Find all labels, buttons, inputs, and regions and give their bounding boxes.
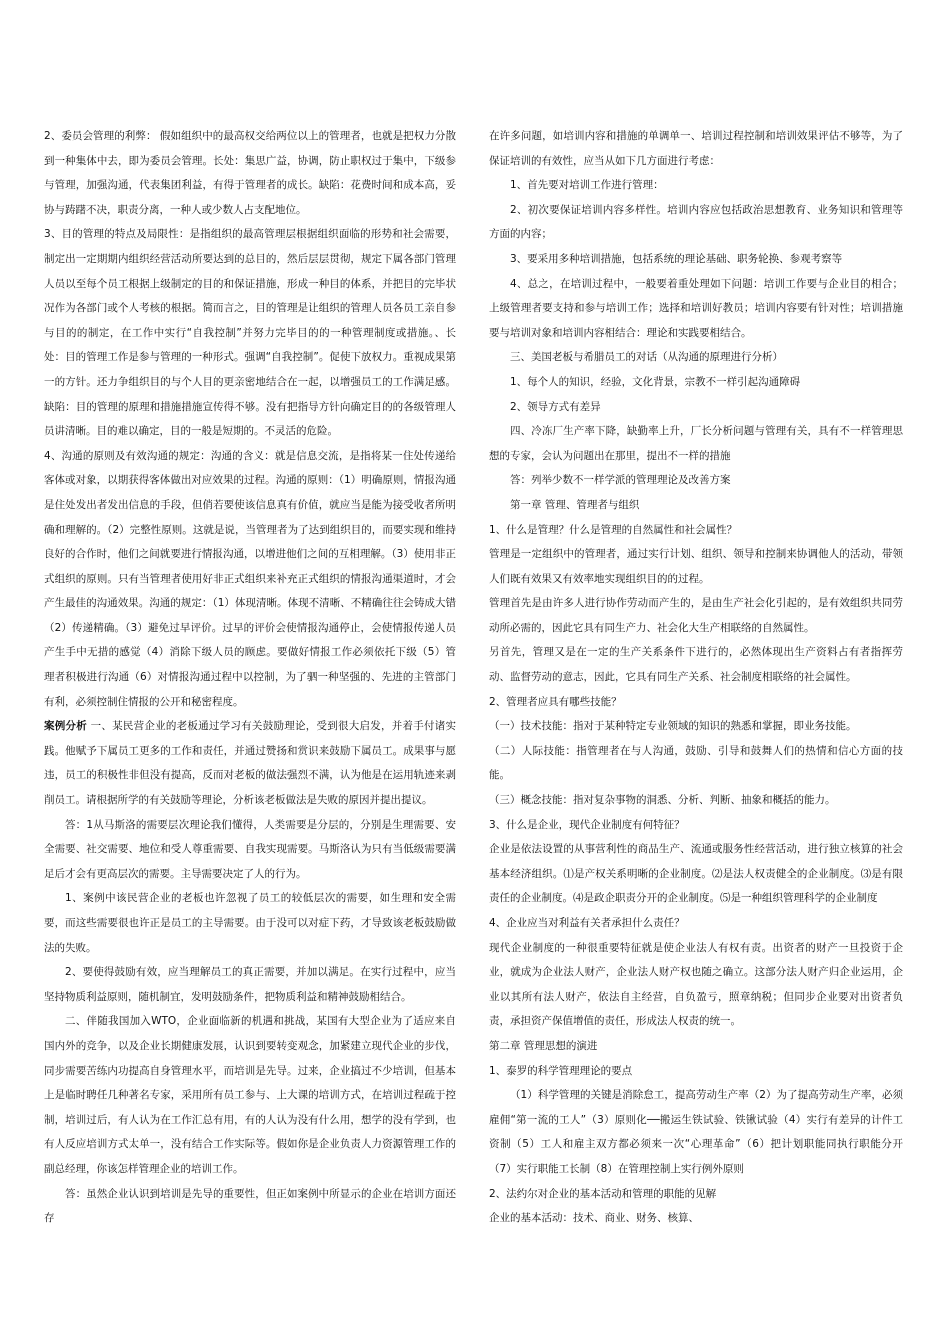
paragraph: 管理首先是由许多人进行协作劳动而产生的，是由生产社会化引起的，是有效组织共同劳动所必需的，因此它具有同生产力、社会化大生产相联络的自然属性。 — [489, 597, 903, 634]
question-heading: 2、管理者应具有哪些技能？ — [489, 695, 622, 708]
paragraph: 2、要使得鼓励有效，应当理解员工的真正需要，并加以满足。在实行过程中，应当坚持物质利益原则，随机制宜，发明鼓励条件，把物质利益和精神鼓励相结合。 — [44, 966, 456, 1003]
question-heading: 2、法约尔对企业的基本活动和管理的职能的见解 — [489, 1187, 717, 1200]
paragraph: （二）人际技能：指管理者在与人沟通，鼓励、引导和鼓舞人们的热情和信心方面的技能。 — [489, 744, 903, 782]
chapter-heading: 第二章 管理思想的演进 — [489, 1039, 598, 1052]
paragraph: 3、目的管理的特点及局限性：是指组织的最高管理层根据组织面临的形势和社会需要，制定出一定期期内组织经营活动所要达到的总目的，然后层层贯彻，规定下属各部门管理人员以至每个员工根据上级制定的目的和保证措施，形成一种目的体系，并把目的完毕状况作为各部门或个人考核的根据。简而言之，目的管理是让组织的管理人员各员工亲自参与目的的制定，在工作中实行“自我控制”并努力完毕目的的一种管理制度或措施。、长处：目的管理工作是参与管理的一种形式。强调“自我控制”。促使下放权力。重视成果第一的方针。还力争组织目的与个人目的更亲密地结合在一起，以增强员工的工作满足感。缺陷：目的管理的原理和措施措施宣传得不够。没有把指导方针向确定目的的各级管理人员讲清晰。目的难以确定，目的一般是短期的。不灵活的危险。 — [44, 228, 456, 438]
paragraph: （三）概念技能：指对复杂事物的洞悉、分析、判断、抽象和概括的能力。 — [489, 794, 836, 807]
paragraph: 2、委员会管理的利弊： 假如组织中的最高权交给两位以上的管理者，也就是把权力分散到一种集体中去，即为委员会管理。长处：集思广益，协调，防止职权过于集中，下级参与管理，加强沟通，代表集团利益，有得于管理者的成长。缺陷：花费时间和成本高，妥协与踌躇不决，职责分离，一种人或少数人占支配地位。 — [44, 130, 456, 216]
paragraph: 答：1从马斯洛的需要层次理论我们懂得，人类需要是分层的，分别是生理需要、安全需要、社交需要、地位和受人尊重需要、自我实现需要。马斯洛认为只有当低级需要满足后才会有更高层次的需要。主导需要决定了人的行为。 — [44, 818, 456, 880]
paragraph: 4、沟通的原则及有效沟通的规定：沟通的含义：就是信息交流，是指将某一住处传递给客体或对象，以期获得客体做出对应效果的过程。沟通的原则：（1）明确原则，情报沟通是住处发出者发出信息的手段，但俏若要使该信息真有价值，就应当是能为接受收者所明确和理解的。（2）完整性原则。这就是说，当管理者为了达到组织目的，而要实现和维持良好的合作时，他们之间就要进行情报沟通，以增进他们之间的互相理解。（3）使用非正式组织的原则。只有当管理者使用好非正式组织来补充正式组织的情报沟通渠道时，才会产生最佳的沟通效果。沟通的规定：（1）体现清晰。体现不清晰、不精确往往会铸成大错（2）传递精确。（3）避免过早评价。过早的评价会使情报沟通停止，会使情报传递人员产生手中无措的感觉（4）消除下级人员的顾虑。要做好情报工作必须依托下级（5）管理者积极进行沟通（6）对情报沟通过程中以控制，为了驷一种坚强的、先进的主管部门有利，必须控制住情报的公开和秘密程度。 — [44, 449, 456, 708]
paragraph: 1、每个人的知识，经验，文化背景，宗教不一样引起沟通障碍 — [510, 375, 801, 388]
question-heading: 1、什么是管理？什么是管理的自然属性和社会属性？ — [489, 523, 738, 536]
paragraph: （1）科学管理的关键是消除怠工，提高劳动生产率（2）为了提高劳动生产率，必须雇佣“第一流的工人”（3）原则化──搬运生铁试验、铁锹试验（4）实行有差异的计件工资制（5）工人和雇主双方都必须来一次“心理革命”（6）把计划职能同执行职能分开（7）实行职能工长制（8）在管理控制上实行例外原则 — [489, 1089, 903, 1175]
paragraph: 另首先，管理又是在一定的生产关系条件下进行的，必然体现出生产资料占有者指挥劳动、监督劳动的意志，因此，它具有同生产关系、社会制度相联络的社会属性。 — [489, 646, 903, 684]
paragraph: 1、案例中该民营企业的老板也许忽视了员工的较低层次的需要，如生理和安全需要，而这些需要很也许正是员工的主导需要。由于没可以对症下药，才导致该老板鼓励做法的失败。 — [44, 892, 456, 954]
paragraph-text: 一、某民营企业的老板通过学习有关鼓励理论，受到很大启发，并着手付诸实践。他赋予下属员工更多的工作和责任，并通过赞扬和赏识来鼓励下属员工。成果事与愿违，员工的积极性非但没有提高，反而对老板的做法强烈不满，认为他是在运用轨迹来剥削员工。请根据所学的有关鼓励等理论，分析该老板做法是失败的原因并提出提议。 — [44, 720, 457, 807]
paragraph: 答：虽然企业认识到培训是先导的重要性，但正如案例中所显示的企业在培训方面还存 — [44, 1187, 456, 1225]
question-heading: 1、泰罗的科学管理理论的要点 — [489, 1064, 633, 1077]
paragraph: 企业的基本活动：技术、商业、财务、核算、 — [489, 1212, 699, 1225]
paragraph: 二、伴随我国加入WTO，企业面临新的机遇和挑战，某国有大型企业为了适应来自国内外的竞争，以及企业长期健康发展，认识到要转变观念，加紧建立现代企业的步伐，同步需要苦练内功提高自身管理水平，而培训是先导。过来，企业搞过不少培训，但基本上是临时聘任几种著名专家，采用所有员工参与、上大课的培训方式，在培训过程疏于控制，培训过后，有人认为在工作汇总有用，有的人认为没有什么用，想学的没有学到，也有人反应培训方式太单一，没有结合工作实际等。假如你是企业负责人力资源管理工作的副总经理，你该怎样管理企业的培训工作。 — [44, 1015, 456, 1175]
paragraph: 三、美国老板与希腊员工的对话（从沟通的原理进行分析） — [510, 351, 783, 364]
paragraph: 在许多问题，如培训内容和措施的单调单一、培训过程控制和培训效果评估不够等，为了保证培训的有效性，应当从如下几方面进行考虑： — [489, 130, 903, 167]
question-heading: 4、企业应当对利益有关者承担什么责任？ — [489, 917, 685, 929]
paragraph: 四、冷冻厂生产率下降，缺勤率上升，厂长分析问题与管理有关，具有不一样管理思想的专家，会认为问题出在那里，提出不一样的措施 — [489, 425, 903, 462]
paragraph: 2、初次要保证培训内容多样性。培训内容应包括政治思想教育、业务知识和管理等方面的内容； — [489, 203, 903, 241]
chapter-heading: 第一章 管理、管理者与组织 — [510, 498, 640, 511]
case-analysis-heading: 案例分析 — [44, 720, 88, 733]
right-column — [489, 124, 903, 1231]
paragraph: 现代企业制度的一种很重要特征就是使企业法人有权有责。出资者的财产一旦投资于企业，就成为企业法人财产，企业法人财产权也随之确立。这部分法人财产归企业运用，企业以其所有法人财产，依法自主经营，自负盈亏，照章纳税；但同步企业要对出资者负责，承担资产保值增值的责任，形成法人权责的统一。 — [489, 941, 903, 1028]
paragraph: 3、要采用多种培训措施，包括系统的理论基础、职务轮换、参观考察等 — [510, 252, 843, 265]
paragraph: 4、总之，在培训过程中，一般要着重处理如下问题：培训工作要与企业目的相合；上级管理者要支持和参与培训工作；选择和培训好教员；培训内容要有针对性；培训措施要与培训对象和培训内容相结合：理论和实践要相结合。 — [489, 277, 903, 339]
paragraph: 管理是一定组织中的管理者，通过实行计划、组织、领导和控制来协调他人的活动，带领人们既有效果又有效率地实现组织目的的过程。 — [489, 548, 903, 585]
paragraph: 2、领导方式有差异 — [510, 400, 601, 413]
paragraph: 答：列举少数不一样学派的管理理论及改善方案 — [510, 474, 731, 487]
paragraph: （一）技术技能：指对于某种特定专业领域的知识的熟悉和掌握，即业务技能。 — [489, 720, 857, 733]
question-heading: 3、什么是企业，现代企业制度有何特征？ — [489, 818, 685, 831]
paragraph: 1、首先要对培训工作进行管理： — [510, 179, 664, 192]
left-column — [44, 124, 456, 1231]
paragraph: 企业是依法设置的从事营利性的商品生产、流通或服务性经营活动，进行独立核算的社会基本经济组织。⑴是产权关系明晰的企业制度。⑵是法人权责健全的企业制度。⑶是有限责任的企业制度。⑷是政企职责分开的企业制度。⑸是一种组织管理科学的企业制度 — [489, 843, 903, 905]
case-analysis-paragraph — [44, 714, 456, 812]
